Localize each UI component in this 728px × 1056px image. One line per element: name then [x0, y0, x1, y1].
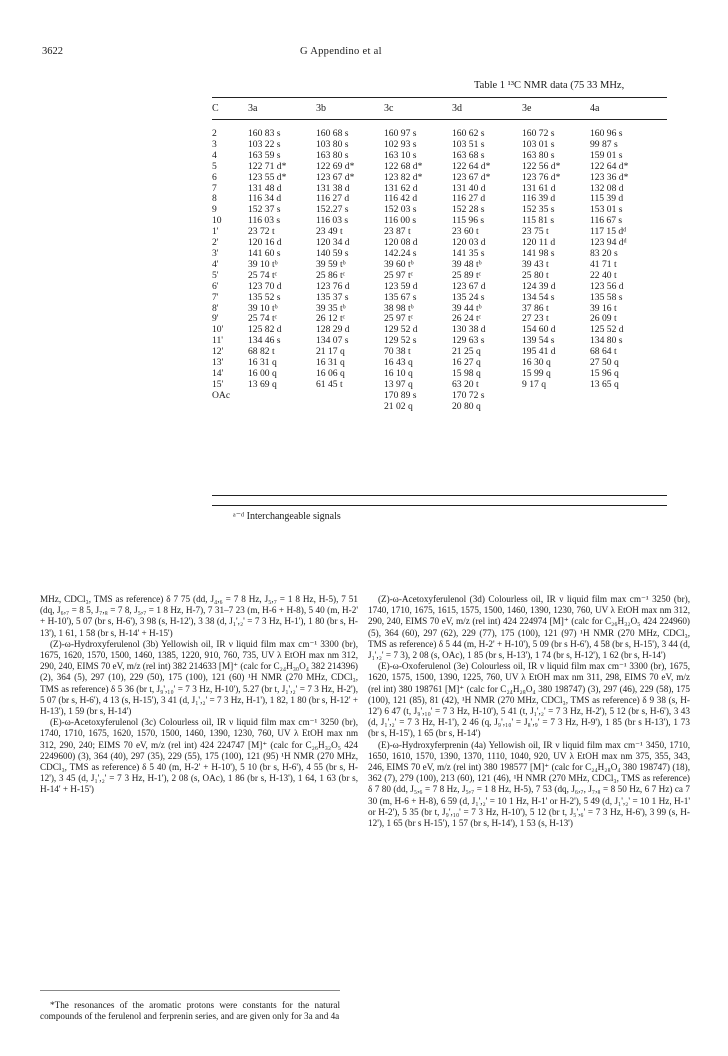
shift-cell: 23 87 t	[384, 226, 411, 238]
shift-cell: 20 80 q	[452, 400, 481, 412]
shift-cell: 124 39 d	[522, 280, 556, 292]
shift-cell: 15 96 q	[590, 367, 619, 379]
column-header: 3d	[452, 103, 462, 114]
shift-cell: 122 64 d*	[452, 160, 491, 172]
carbon-label-cell: OAc	[212, 389, 231, 401]
carbon-label-cell: 10'	[212, 324, 224, 336]
table-row	[212, 391, 662, 402]
shift-cell: 16 31 q	[316, 357, 345, 369]
shift-cell: 22 40 t	[590, 269, 617, 281]
shift-cell: 13 65 q	[590, 378, 619, 390]
table-row	[212, 173, 662, 184]
shift-cell: 152 28 s	[452, 204, 485, 216]
shift-cell: 115 81 s	[522, 215, 555, 227]
table-bottom-rule	[212, 495, 667, 496]
c13-nmr-table	[212, 103, 662, 413]
shift-cell: 131 48 d	[248, 182, 282, 194]
table-body	[212, 129, 662, 413]
shift-cell: 141 35 s	[452, 247, 485, 259]
shift-cell: 21 02 q	[384, 400, 413, 412]
carbon-label-cell: 12'	[212, 346, 224, 358]
carbon-label-cell: 5	[212, 160, 217, 172]
shift-cell: 134 54 s	[522, 291, 555, 303]
carbon-label-cell: 3	[212, 138, 217, 150]
shift-cell: 134 80 s	[590, 335, 623, 347]
carbon-label-cell: 10	[212, 215, 222, 227]
shift-cell: 142.24 s	[384, 247, 417, 259]
shift-cell: 122 71 d*	[248, 160, 287, 172]
shift-cell: 120 08 d	[384, 237, 418, 249]
shift-cell: 122 69 d*	[316, 160, 355, 172]
shift-cell: 25 74 tᶜ	[248, 269, 278, 281]
shift-cell: 63 20 t	[452, 378, 479, 390]
shift-cell: 21 17 q	[316, 346, 345, 358]
shift-cell: 25 97 tᶜ	[384, 269, 414, 281]
shift-cell: 39 60 tᵇ	[384, 258, 414, 270]
column-header: 3c	[384, 103, 394, 114]
shift-cell: 139 54 s	[522, 335, 555, 347]
shift-cell: 120 03 d	[452, 237, 486, 249]
shift-cell: 25 89 tᶜ	[452, 269, 482, 281]
carbon-label-cell	[212, 402, 248, 413]
footnote-separator	[40, 990, 340, 991]
table-header-row	[212, 103, 662, 115]
shift-cell: 134 46 s	[248, 335, 281, 347]
carbon-label-cell: 1'	[212, 226, 219, 238]
shift-cell: 13 69 q	[248, 378, 277, 390]
column-header: 3b	[316, 103, 326, 114]
shift-cell: 123 55 d*	[248, 171, 287, 183]
shift-cell: 160 72 s	[522, 128, 555, 139]
shift-cell: 123 76 d*	[522, 171, 561, 183]
shift-cell: 103 01 s	[522, 138, 555, 150]
shift-cell: 135 52 s	[248, 291, 281, 303]
shift-cell: 25 86 tᶜ	[316, 269, 346, 281]
shift-cell	[590, 402, 662, 413]
shift-cell: 103 51 s	[452, 138, 485, 150]
shift-cell: 16 00 q	[248, 367, 277, 379]
shift-cell: 15 98 q	[452, 367, 481, 379]
shift-cell: 163 68 s	[452, 149, 485, 161]
footnote-rule	[212, 505, 667, 506]
shift-cell: 15 99 q	[522, 367, 551, 379]
shift-cell: 123 59 d	[384, 280, 418, 292]
shift-cell: 39 43 t	[522, 258, 549, 270]
shift-cell: 195 41 d	[522, 346, 556, 358]
shift-cell: 39 10 tᵇ	[248, 258, 278, 270]
shift-cell: 129 52 d	[384, 324, 418, 336]
table-row	[212, 380, 662, 391]
shift-cell: 120 16 d	[248, 237, 282, 249]
shift-cell: 116 27 d	[452, 193, 486, 205]
shift-cell: 152.27 s	[316, 204, 349, 216]
shift-cell: 132 08 d	[590, 182, 624, 194]
shift-cell	[316, 391, 384, 402]
carbon-label-cell: 9	[212, 204, 217, 216]
shift-cell: 163 59 s	[248, 149, 281, 161]
spectral-paragraph: (E)-ω-Hydroxyferprenin (4a) Yellowish oil, IR ν liquid film max cm⁻¹ 3450, 1710, 1650, 1610, 1570, 1390, 1370, 1110, 1040, 920, UV λ EtOH max nm 375, 355, 343, 246, EIMS 70 eV, m/z (rel int) 380 198577 [M]⁺ (calc for C₂₄H₂₈O₄ 380 198747) (18), 362 (7), 279 (100), 213 (60), 121 (46), ¹H NMR (270 MHz, CDCl₃, TMS as reference) δ 7 80 (dd, J₅,₆ = 7 8 Hz, J₅,₇ = 1 8 Hz, H-5), 7 53 (dq, J₆,₇, J₇,₈ = 8 50 Hz, 6 7 Hz) ca 7 30 (m, H-6 + H-8), 6 59 (d, J₁',₂' = 10 1 Hz, H-1' or H-2'), 5 49 (d, J₁',₂' = 10 1 Hz, H-1' or H-2'), 5 35 (br t, J₉',₁₀' = 7 3 Hz, H-10'), 5 12 (br t, J₅',₆' = 7 3 Hz, H-6'), 3 99 (s, H-12'), 1 65 (br s H-15'), 1 57 (br s, H-14'), 1 53 (s, H-13')	[368, 739, 690, 829]
shift-cell: 123 67 d*	[452, 171, 491, 183]
shift-cell: 140 59 s	[316, 247, 349, 259]
shift-cell: 160 68 s	[316, 128, 349, 139]
shift-cell: 170 89 s	[384, 389, 417, 401]
table-top-rule	[212, 97, 667, 98]
shift-cell: 16 30 q	[522, 357, 551, 369]
shift-cell: 116 67 s	[590, 215, 623, 227]
spectral-paragraph: MHz, CDCl₃, TMS as reference) δ 7 75 (dd, J₄,₆ = 7 8 Hz, J₅,₇ = 1 8 Hz, H-5), 7 51 (dq, J₆,₇ = 8 5, J₇,₈ = 7 8, J₅,₇ = 1 8 Hz, H-7), 7 31–7 23 (m, H-6 + H-8), 5 40 (m, H-2' + H-10'), 5 07 (br s, H-6'), 3 98 (s, H-12'), 3 38 (d, J₁',₂' = 7 3 Hz, H-1'), 1 80 (br s, H-13'), 1 61, 1 58 (br s, H-14' + H-15')	[40, 594, 358, 638]
shift-cell: 99 87 s	[590, 138, 618, 150]
table-footnote: ᵃ⁻ᵈ Interchangeable signals	[233, 511, 341, 522]
shift-cell: 122 68 d*	[384, 160, 423, 172]
shift-cell: 115 96 s	[452, 215, 485, 227]
carbon-label-cell: 4	[212, 149, 217, 161]
left-text-column	[40, 594, 358, 796]
shift-cell: 25 74 tᶜ	[248, 313, 278, 325]
shift-cell: 83 20 s	[590, 247, 618, 259]
shift-cell: 116 27 d	[316, 193, 350, 205]
shift-cell: 122 56 d*	[522, 160, 561, 172]
shift-cell: 25 97 tᶜ	[384, 313, 414, 325]
shift-cell: 25 80 t	[522, 269, 549, 281]
carbon-label-cell: 3'	[212, 247, 219, 259]
shift-cell: 27 50 q	[590, 357, 619, 369]
shift-cell: 160 62 s	[452, 128, 485, 139]
shift-cell: 152 03 s	[384, 204, 417, 216]
carbon-label-cell: 6	[212, 171, 217, 183]
shift-cell: 120 11 d	[522, 237, 556, 249]
running-head: G Appendino et al	[300, 46, 382, 57]
shift-cell	[248, 402, 316, 413]
shift-cell: 170 72 s	[452, 389, 485, 401]
shift-cell: 120 34 d	[316, 237, 350, 249]
shift-cell: 39 35 tᵇ	[316, 302, 346, 314]
shift-cell: 70 38 t	[384, 346, 411, 358]
carbon-label-cell: 5'	[212, 269, 219, 281]
carbon-label-cell: 7'	[212, 291, 219, 303]
shift-cell: 125 52 d	[590, 324, 624, 336]
shift-cell: 163 80 s	[316, 149, 349, 161]
shift-cell: 163 80 s	[522, 149, 555, 161]
shift-cell: 102 93 s	[384, 138, 417, 150]
carbon-label-cell: 2	[212, 128, 217, 139]
carbon-label-cell: 9'	[212, 313, 219, 325]
table-row	[212, 402, 662, 413]
shift-cell: 38 98 tᵇ	[384, 302, 414, 314]
shift-cell: 141 98 s	[522, 247, 555, 259]
shift-cell: 152 37 s	[248, 204, 281, 216]
shift-cell: 123 94 dᵈ	[590, 237, 627, 249]
table-row	[212, 282, 662, 293]
shift-cell	[590, 391, 662, 402]
shift-cell: 26 24 tᶜ	[452, 313, 482, 325]
shift-cell: 26 09 t	[590, 313, 617, 325]
shift-cell	[522, 402, 590, 413]
shift-cell: 117 15 dᵈ	[590, 226, 627, 238]
shift-cell: 152 35 s	[522, 204, 555, 216]
shift-cell	[522, 391, 590, 402]
shift-cell: 123 76 d	[316, 280, 350, 292]
shift-cell: 13 97 q	[384, 378, 413, 390]
shift-cell: 61 45 t	[316, 378, 343, 390]
column-header: 3e	[522, 103, 532, 114]
shift-cell: 116 39 d	[522, 193, 556, 205]
carbon-label-cell: 11'	[212, 335, 223, 347]
shift-cell: 115 39 d	[590, 193, 624, 205]
shift-cell: 27 23 t	[522, 313, 549, 325]
shift-cell: 129 52 s	[384, 335, 417, 347]
carbon-label-cell: 6'	[212, 280, 219, 292]
shift-cell: 141 60 s	[248, 247, 281, 259]
spectral-paragraph: (E)-ω-Acetoxyferulenol (3c) Colourless oil, IR ν liquid film max cm⁻¹ 3250 (br), 1740, 1710, 1675, 1620, 1570, 1500, 1460, 1390, 1230, 760, UV λ EtOH max nm 312, 290, 240; EIMS 70 eV, m/z (rel int) 424 224747 [M]⁺ (calc for C₂₆H₃₂O₅ 424 2249600) (3), 364 (40), 297 (35), 229 (55), 175 (100), 121 (95) ¹H NMR (270 MHz, CDCl₃, TMS as reference) δ 5 40 (m, H-2' + H-10'), 5 10 (br s, H-6'), 4 55 (br s, H-12'), 3 45 (d, J₁',₂' = 7 3 Hz, H-1'), 2 08 (s, OAc), 1 86 (br s, H-13'), 1 64, 1 63 (br s, H-14' + H-15')	[40, 717, 358, 795]
spectral-paragraph: (Z)-ω-Hydroxyferulenol (3b) Yellowish oil, IR ν liquid film max cm⁻¹ 3300 (br), 1675, 1620, 1570, 1500, 1460, 1385, 1220, 910, 760, 735, UV λ EtOH max nm 312, 290, 240, EIMS 70 eV, m/z (rel int) 382 214633 [M]⁺ (calc for C₂₄H₃₀O₄ 382 214396) (2), 364 (5), 297 (10), 229 (50), 175 (100), 121 (60) ¹H NMR (270 MHz, CDCl₃, TMS as reference) δ 5 36 (br t, J₉',₁₀' = 7 3 Hz, H-10'), 5.27 (br t, J₁',₂' = 7 3 Hz, H-2'), 5 07 (br s, H-6'), 4 13 (s, H-15'), 3 41 (d, J₁',₂' = 7 3 Hz, H-1'), 1 82, 1 80 (br s, H-12' + H-13'), 1 59 (br s, H-14')	[40, 638, 358, 717]
shift-cell: 123 82 d*	[384, 171, 423, 183]
shift-cell: 16 43 q	[384, 357, 413, 369]
shift-cell: 123 70 d	[248, 280, 282, 292]
shift-cell	[316, 402, 384, 413]
shift-cell: 160 96 s	[590, 128, 623, 139]
shift-cell: 131 40 d	[452, 182, 486, 194]
shift-cell: 153 01 s	[590, 204, 623, 216]
shift-cell: 41 71 t	[590, 258, 617, 270]
shift-cell: 26 12 tᶜ	[316, 313, 346, 325]
shift-cell: 68 64 t	[590, 346, 617, 358]
shift-cell: 135 37 s	[316, 291, 349, 303]
shift-cell: 131 38 d	[316, 182, 350, 194]
shift-cell: 122 64 d*	[590, 160, 629, 172]
shift-cell: 154 60 d	[522, 324, 556, 336]
shift-cell: 135 67 s	[384, 291, 417, 303]
shift-cell: 116 03 s	[248, 215, 281, 227]
shift-cell: 39 59 tᵇ	[316, 258, 346, 270]
shift-cell: 116 34 d	[248, 193, 282, 205]
shift-cell: 16 31 q	[248, 357, 277, 369]
shift-cell: 123 56 d	[590, 280, 624, 292]
shift-cell	[248, 391, 316, 402]
column-header: 3a	[248, 103, 258, 114]
shift-cell: 9 17 q	[522, 378, 546, 390]
shift-cell: 16 27 q	[452, 357, 481, 369]
shift-cell: 23 49 t	[316, 226, 343, 238]
shift-cell: 103 22 s	[248, 138, 281, 150]
carbon-label-cell: 8'	[212, 302, 219, 314]
carbon-label-cell: 8	[212, 193, 217, 205]
shift-cell: 125 82 d	[248, 324, 282, 336]
shift-cell: 160 97 s	[384, 128, 417, 139]
carbon-label-cell: 14'	[212, 367, 224, 379]
carbon-label-cell: 4'	[212, 258, 219, 270]
shift-cell: 135 58 s	[590, 291, 623, 303]
table-caption: Table 1 ¹³C NMR data (75 33 MHz,	[474, 80, 625, 91]
shift-cell: 160 83 s	[248, 128, 281, 139]
shift-cell: 16 10 q	[384, 367, 413, 379]
shift-cell: 131 61 d	[522, 182, 556, 194]
carbon-label-cell: 2'	[212, 237, 219, 249]
carbon-label-cell: 7	[212, 182, 217, 194]
shift-cell: 134 07 s	[316, 335, 349, 347]
table-row	[212, 162, 662, 173]
shift-cell: 39 10 tᵇ	[248, 302, 278, 314]
shift-cell: 23 60 t	[452, 226, 479, 238]
column-header: 4a	[590, 103, 600, 114]
shift-cell: 130 38 d	[452, 324, 486, 336]
column-header: C	[212, 103, 219, 114]
shift-cell: 116 42 d	[384, 193, 418, 205]
shift-cell: 68 82 t	[248, 346, 275, 358]
shift-cell: 39 44 tᵇ	[452, 302, 482, 314]
shift-cell: 163 10 s	[384, 149, 417, 161]
shift-cell: 23 75 t	[522, 226, 549, 238]
shift-cell: 128 29 d	[316, 324, 350, 336]
shift-cell: 37 86 t	[522, 302, 549, 314]
shift-cell: 116 03 s	[316, 215, 349, 227]
shift-cell: 116 00 s	[384, 215, 417, 227]
carbon-label-cell: 13'	[212, 357, 224, 369]
shift-cell: 123 67 d	[452, 280, 486, 292]
shift-cell: 123 36 d*	[590, 171, 629, 183]
page-number: 3622	[42, 46, 63, 57]
spectral-paragraph: (Z)-ω-Acetoxyferulenol (3d) Colourless oil, IR ν liquid film max cm⁻¹ 3250 (br), 1740, 1710, 1675, 1615, 1575, 1500, 1460, 1390, 1230, 760, UV λ EtOH max nm 312, 290, 240, EIMS 70 eV, m/z (rel int) 424 224974 [M]⁺ (calc for C₂₆H₃₂O₅ 424 224960) (5), 364 (60), 297 (62), 229 (77), 175 (100), 121 (97) ¹H NMR (270 MHz, CDCl₃, TMS as reference) δ 5 44 (m, H-2' + H-10'), 5 09 (br s H-6'), 4 58 (br s, H-15'), 3 44 (d, J₁',₂' = 7 3), 2 08 (s, OAc), 1 85 (br s, H-13'), 1 74 (br s, H-12'), 1 62 (br s, H-14')	[368, 594, 690, 661]
shift-cell: 129 63 s	[452, 335, 485, 347]
carbon-label-cell: 15'	[212, 378, 224, 390]
shift-cell: 23 72 t	[248, 226, 275, 238]
shift-cell: 39 48 tᵇ	[452, 258, 482, 270]
shift-cell: 123 67 d*	[316, 171, 355, 183]
shift-cell: 39 16 t	[590, 302, 617, 314]
shift-cell: 135 24 s	[452, 291, 485, 303]
right-text-column	[368, 594, 690, 829]
shift-cell: 159 01 s	[590, 149, 623, 161]
shift-cell: 16 06 q	[316, 367, 345, 379]
aromatic-footnote: *The resonances of the aromatic protons were constants for the natural compounds of the ferulenol and ferprenin series, and are given only for 3a and 4a	[40, 1000, 340, 1022]
table-row	[212, 293, 662, 304]
shift-cell: 131 62 d	[384, 182, 418, 194]
shift-cell: 103 80 s	[316, 138, 349, 150]
spectral-paragraph: (E)-ω-Oxoferulenol (3e) Colourless oil, IR ν liquid film max cm⁻¹ 3300 (br), 1675, 1620, 1575, 1500, 1390, 1225, 760, UV λ EtOH max nm 311, 298, EIMS 70 eV, m/z (rel int) 380 198761 [M]⁺ (calc for C₂₄H₂₈O₄ 380 198747) (3), 297 (46), 229 (58), 175 (100), 121 (85), 81 (42), ¹H NMR (270 MHz, CDCl₃, TMS as reference) δ 9 38 (s, H-12') 6 47 (t, J₉',₁₀' = 7 3 Hz, H-10'), 5 41 (t, J₁',₂' = 7 3 Hz, H-2'), 5 12 (br s, H-6'), 3 43 (d, J₁',₂' = 7 3 Hz, H-1'), 2 46 (q, J₉',₁₀' = J₈',₉' = 7 3 Hz, H-9'), 1 85 (br s H-13'), 1 73 (br s, H-15'), 1 65 (br s, H-14')	[368, 661, 690, 739]
shift-cell: 21 25 q	[452, 346, 481, 358]
